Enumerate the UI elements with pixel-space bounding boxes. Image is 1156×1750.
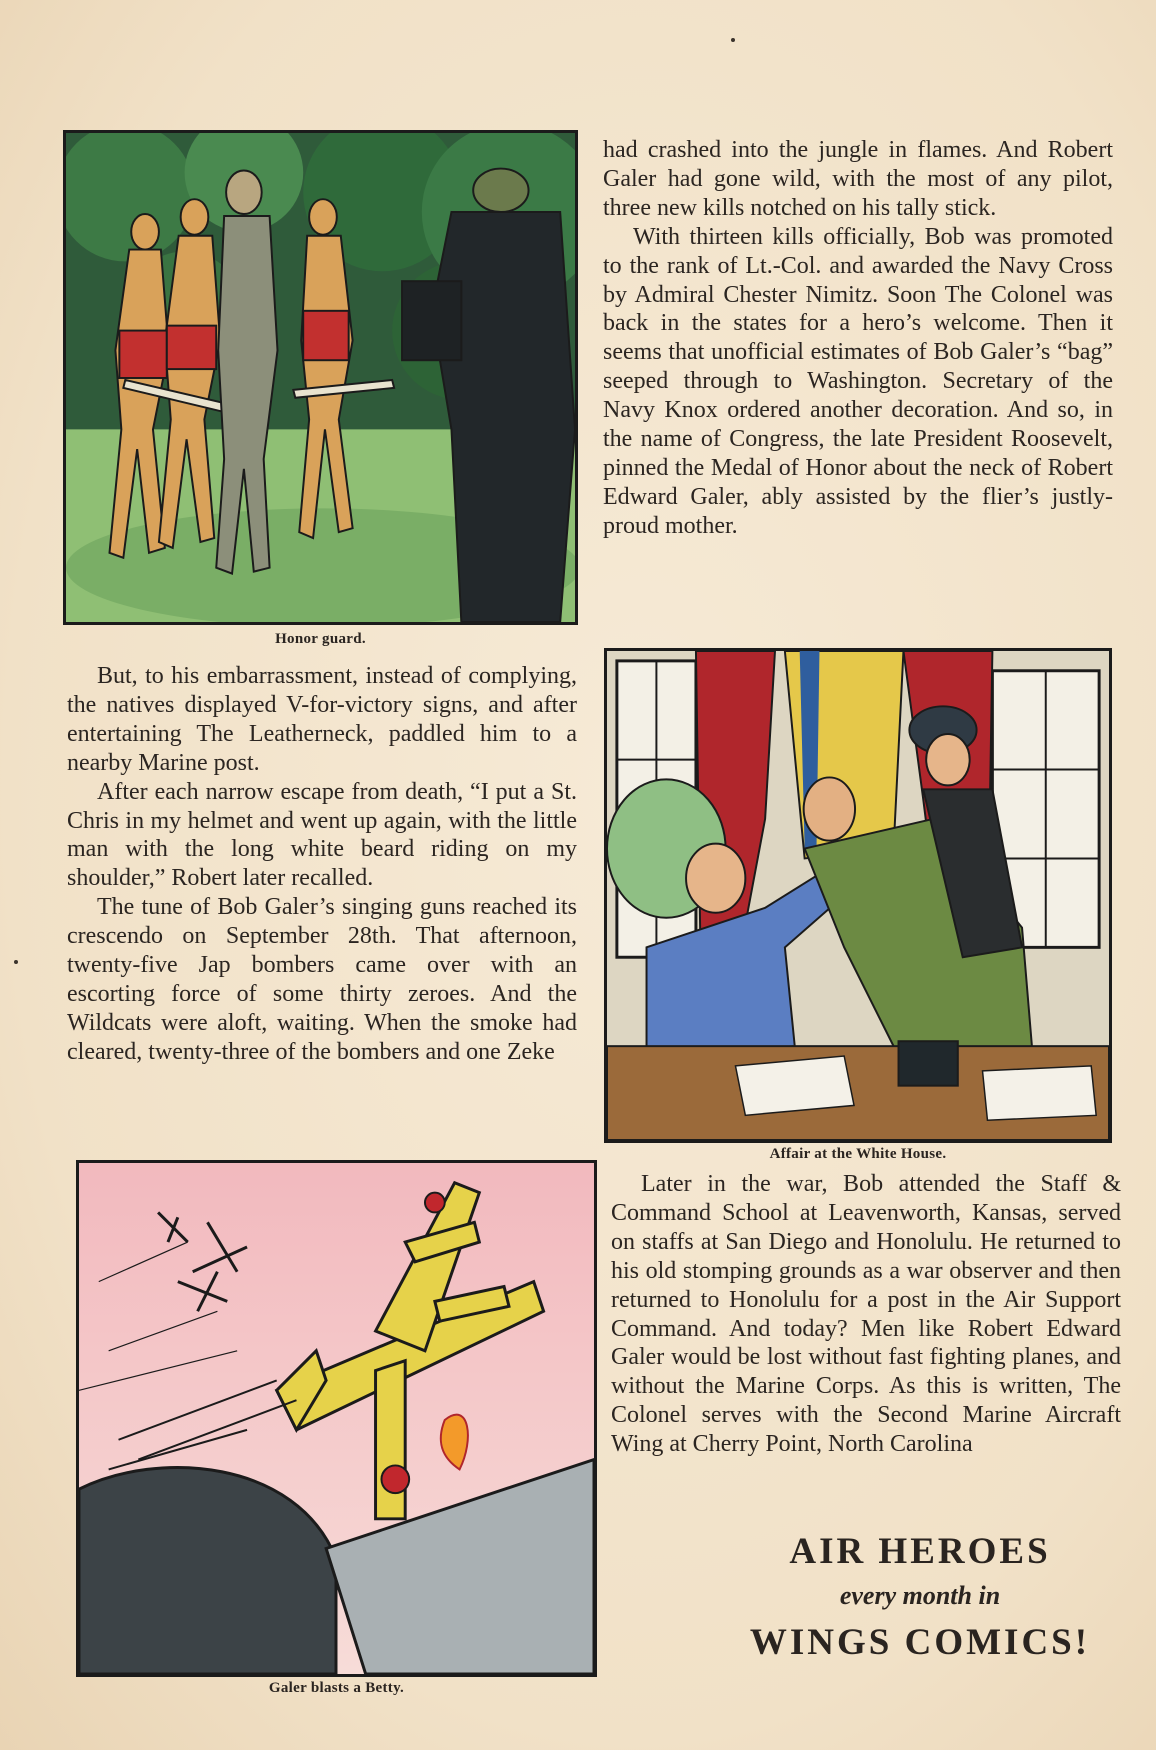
white-house-illustration bbox=[607, 651, 1109, 1140]
paragraph: But, to his embarrassment, instead of complying, the natives displayed V-for-victory signs, and after entertaining The Leatherneck, paddled him to a nearby Marine post. bbox=[67, 663, 577, 776]
ad-subtitle: every month in bbox=[839, 1581, 1001, 1610]
caption-honor-guard: Honor guard. bbox=[275, 631, 366, 647]
text-column-right-top bbox=[603, 136, 1113, 541]
panel-white-house bbox=[604, 648, 1112, 1143]
betty-illustration bbox=[79, 1163, 594, 1674]
ad-title: AIR HEROES bbox=[789, 1531, 1051, 1572]
paragraph: had crashed into the jungle in flames. And Robert Galer had gone wild, with the most of any pilot, three new kills notched on his tally stick. bbox=[603, 137, 1113, 221]
ink-speck bbox=[14, 960, 18, 964]
ad-magazine-name: WINGS COMICS! bbox=[749, 1622, 1091, 1663]
paragraph: Later in the war, Bob attended the Staff & Command School at Leavenworth, Kansas, served on staffs at San Diego and Honolulu. He returned to his old stomping grounds as a war observer and then returned to Honolulu for a post in the Air Support Command. And today? Men like Robert Edward Galer would be lost without fast fighting planes, and without the Marine Corps. As this is written, The Colonel serves with the Second Marine Aircraft Wing at Cherry Point, North Carolina bbox=[611, 1171, 1121, 1458]
caption-white-house: Affair at the White House. bbox=[769, 1146, 947, 1162]
text-column-right-bottom bbox=[611, 1170, 1121, 1459]
paragraph: The tune of Bob Galer’s singing guns reached its crescendo on September 28th. That afternoon, twenty-five Jap bombers came over with an escorting force of some thirty zeroes. And the Wildcats were aloft, waiting. When the smoke had cleared, twenty-three of the bombers and one Zeke bbox=[67, 894, 577, 1065]
advertisement bbox=[720, 1530, 1120, 1664]
caption-betty: Galer blasts a Betty. bbox=[268, 1680, 405, 1696]
paragraph: With thirteen kills officially, Bob was promoted to the rank of Lt.-Col. and awarded the Navy Cross by Admiral Chester Nimitz. Soon The Colonel was back in the states for a hero’s welcome. Then it seems that unofficial estimates of Bob Galer’s “bag” seeped through to Washington. Secretary of the Navy Knox ordered another decoration. And so, in the name of Congress, the late President Roosevelt, pinned the Medal of Honor about the neck of Robert Edward Galer, ably assisted by the flier’s justly-proud mother. bbox=[603, 223, 1113, 539]
panel-honor-guard bbox=[63, 130, 578, 625]
text-column-left bbox=[67, 662, 577, 1067]
honor-guard-illustration bbox=[66, 133, 575, 622]
panel-betty bbox=[76, 1160, 597, 1677]
ink-speck bbox=[731, 38, 735, 42]
paragraph: After each narrow escape from death, “I put a St. Chris in my helmet and went up again, with the little man with the long white beard riding on my shoulder,” Robert later recalled. bbox=[67, 778, 577, 892]
